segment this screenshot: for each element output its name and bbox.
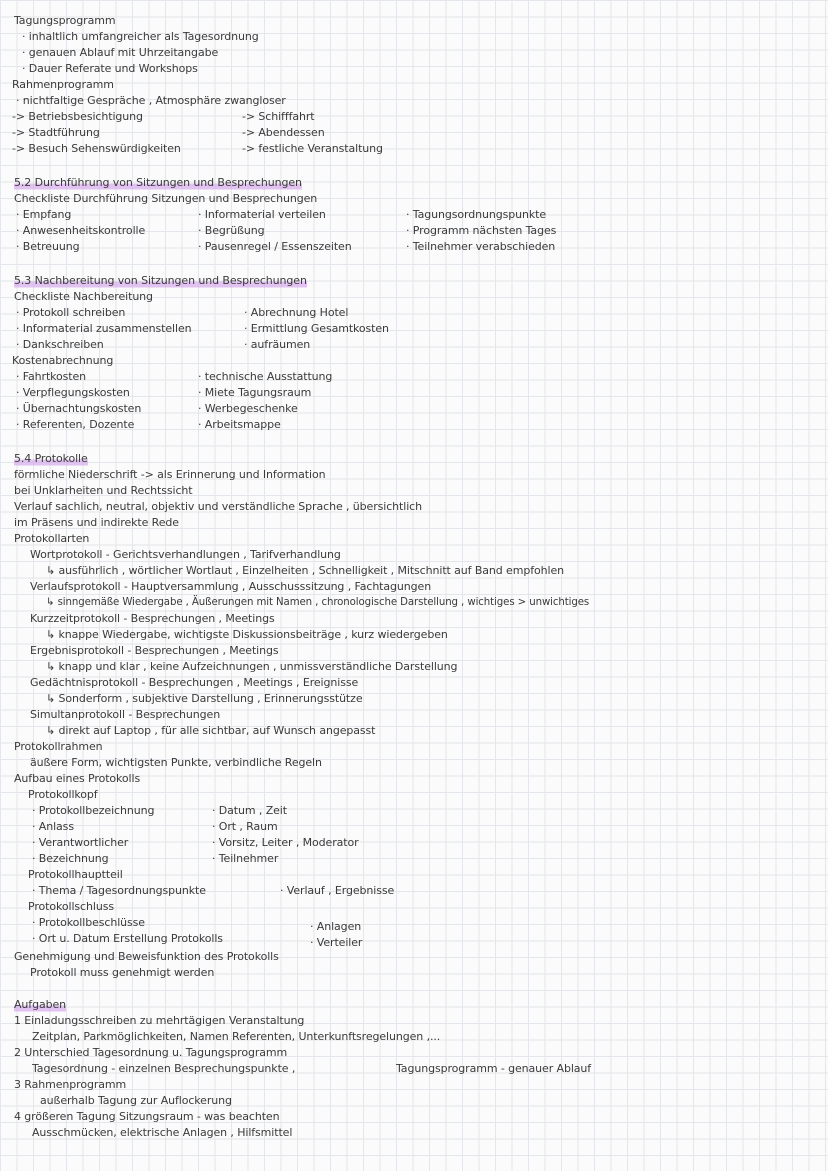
note-line: Gedächtnisprotokoll - Besprechungen , Meetings , Ereignisse xyxy=(30,676,359,689)
section-heading-5-3: 5.3 Nachbereitung von Sitzungen und Besprechungen xyxy=(14,274,307,287)
note-line: · Übernachtungskosten xyxy=(16,402,142,415)
task-line: Tagungsprogramm - genauer Ablauf xyxy=(396,1062,592,1075)
section-heading-aufgaben: Aufgaben xyxy=(14,998,67,1011)
note-line: · Verlauf , Ergebnisse xyxy=(280,884,395,897)
note-line: Wortprotokoll - Gerichtsverhandlungen , Tarifverhandlung xyxy=(30,548,341,561)
note-line: · aufräumen xyxy=(244,338,311,351)
note-line: · Pausenregel / Essenszeiten xyxy=(198,240,352,253)
note-line: · Verteiler xyxy=(310,936,363,949)
note-line: äußere Form, wichtigsten Punkte, verbindliche Regeln xyxy=(30,756,322,769)
task-line: Ausschmücken, elektrische Anlagen , Hilfsmittel xyxy=(32,1126,293,1139)
task-line: außerhalb Tagung zur Auflockerung xyxy=(40,1094,232,1107)
note-line: · Ort u. Datum Erstellung Protokolls xyxy=(32,932,223,945)
note-line: · Anlass xyxy=(32,820,74,833)
note-line: förmliche Niederschrift -> als Erinnerung und Information xyxy=(14,468,326,481)
note-line: Verlaufsprotokoll - Hauptversammlung , Ausschusssitzung , Fachtagungen xyxy=(30,580,432,593)
note-line: · technische Ausstattung xyxy=(198,370,333,383)
note-line: ↳ sinngemäße Wiedergabe , Äußerungen mit Namen , chronologische Darstellung , wichtiges > unwichtiges xyxy=(46,597,590,608)
note-line: · Teilnehmer xyxy=(212,852,279,865)
note-line: Verlauf sachlich, neutral, objektiv und verständliche Sprache , übersichtlich xyxy=(14,500,422,513)
heading-rahmenprogramm: Rahmenprogramm xyxy=(12,78,114,91)
task-line: Tagesordnung - einzelnen Besprechungspunkte , xyxy=(32,1062,296,1075)
note-line: · Informaterial verteilen xyxy=(198,208,326,221)
note-line: · Verantwortlicher xyxy=(32,836,129,849)
note-line: -> Besuch Sehenswürdigkeiten xyxy=(12,142,181,155)
note-line: im Präsens und indirekte Rede xyxy=(14,516,179,529)
note-line: Aufbau eines Protokolls xyxy=(14,772,141,785)
note-line: Genehmigung und Beweisfunktion des Protokolls xyxy=(14,950,279,963)
note-line: · Verpflegungskosten xyxy=(16,386,130,399)
note-line: · Anlagen xyxy=(310,920,362,933)
note-line: · Protokollbeschlüsse xyxy=(32,916,145,929)
note-line: Checkliste Durchführung Sitzungen und Besprechungen xyxy=(14,192,318,205)
note-line: -> Stadtführung xyxy=(12,126,100,139)
note-line: · Protokollbezeichnung xyxy=(32,804,155,817)
note-line: · inhaltlich umfangreicher als Tagesordnung xyxy=(22,30,259,43)
note-line: · Programm nächsten Tages xyxy=(406,224,557,237)
note-line: ↳ knapp und klar , keine Aufzeichnungen , unmissverständliche Darstellung xyxy=(46,660,458,673)
note-line: -> Abendessen xyxy=(242,126,325,139)
note-line: · Werbegeschenke xyxy=(198,402,298,415)
note-line: Protokollrahmen xyxy=(14,740,103,753)
section-heading-5-4: 5.4 Protokolle xyxy=(14,452,88,465)
note-line: · Fahrtkosten xyxy=(16,370,87,383)
note-line: · Tagungsordnungspunkte xyxy=(406,208,547,221)
task-line: 4 größeren Tagung Sitzungsraum - was beachten xyxy=(14,1110,280,1123)
note-line: Checkliste Nachbereitung xyxy=(14,290,153,303)
note-line: -> Betriebsbesichtigung xyxy=(12,110,143,123)
task-line: Zeitplan, Parkmöglichkeiten, Namen Referenten, Unterkunftsregelungen ,... xyxy=(32,1030,441,1043)
note-line: Protokoll muss genehmigt werden xyxy=(30,966,215,979)
heading-tagungsprogramm: Tagungsprogramm xyxy=(14,14,116,27)
note-line: · nichtfaltige Gespräche , Atmosphäre zwangloser xyxy=(16,94,286,107)
note-line: ↳ direkt auf Laptop , für alle sichtbar, auf Wunsch angepasst xyxy=(46,724,376,737)
note-line: · Ort , Raum xyxy=(212,820,278,833)
note-line: · Thema / Tagesordnungspunkte xyxy=(32,884,206,897)
note-line: · Ermittlung Gesamtkosten xyxy=(244,322,389,335)
note-line: · Protokoll schreiben xyxy=(16,306,126,319)
note-line: Protokollkopf xyxy=(28,788,98,801)
note-line: -> festliche Veranstaltung xyxy=(242,142,383,155)
note-line: · Dauer Referate und Workshops xyxy=(22,62,198,75)
note-line: · Begrüßung xyxy=(198,224,265,237)
note-line: · Empfang xyxy=(16,208,72,221)
note-line: Protokollhauptteil xyxy=(28,868,123,881)
note-line: Protokollarten xyxy=(14,532,90,545)
note-line: Simultanprotokoll - Besprechungen xyxy=(30,708,221,721)
task-line: 1 Einladungsschreiben zu mehrtägigen Veranstaltung xyxy=(14,1014,305,1027)
note-line: · Teilnehmer verabschieden xyxy=(406,240,556,253)
note-line: Kostenabrechnung xyxy=(12,354,114,367)
note-line: · Betreuung xyxy=(16,240,80,253)
note-line: · Informaterial zusammenstellen xyxy=(16,322,192,335)
note-line: · Vorsitz, Leiter , Moderator xyxy=(212,836,359,849)
note-line: Kurzzeitprotokoll - Besprechungen , Meetings xyxy=(30,612,275,625)
note-line: bei Unklarheiten und Rechtssicht xyxy=(14,484,193,497)
task-line: 2 Unterschied Tagesordnung u. Tagungsprogramm xyxy=(14,1046,288,1059)
note-line: · Miete Tagungsraum xyxy=(198,386,312,399)
task-line: 3 Rahmenprogramm xyxy=(14,1078,127,1091)
note-line: · Arbeitsmappe xyxy=(198,418,281,431)
note-line: · Dankschreiben xyxy=(16,338,104,351)
note-line: ↳ ausführlich , wörtlicher Wortlaut , Einzelheiten , Schnelligkeit , Mitschnitt auf Band empfohlen xyxy=(46,564,564,577)
note-line: -> Schifffahrt xyxy=(242,110,315,123)
note-line: Protokollschluss xyxy=(28,900,114,913)
note-line: · Datum , Zeit xyxy=(212,804,287,817)
note-line: ↳ Sonderform , subjektive Darstellung , Erinnerungsstütze xyxy=(46,692,363,705)
note-line: · Bezeichnung xyxy=(32,852,109,865)
note-line: · Anwesenheitskontrolle xyxy=(16,224,146,237)
note-line: · genauen Ablauf mit Uhrzeitangabe xyxy=(22,46,219,59)
note-line: · Referenten, Dozente xyxy=(16,418,135,431)
note-line: ↳ knappe Wiedergabe, wichtigste Diskussionsbeiträge , kurz wiedergeben xyxy=(46,628,448,641)
note-line: Ergebnisprotokoll - Besprechungen , Meetings xyxy=(30,644,279,657)
section-heading-5-2: 5.2 Durchführung von Sitzungen und Besprechungen xyxy=(14,176,302,189)
note-line: · Abrechnung Hotel xyxy=(244,306,349,319)
